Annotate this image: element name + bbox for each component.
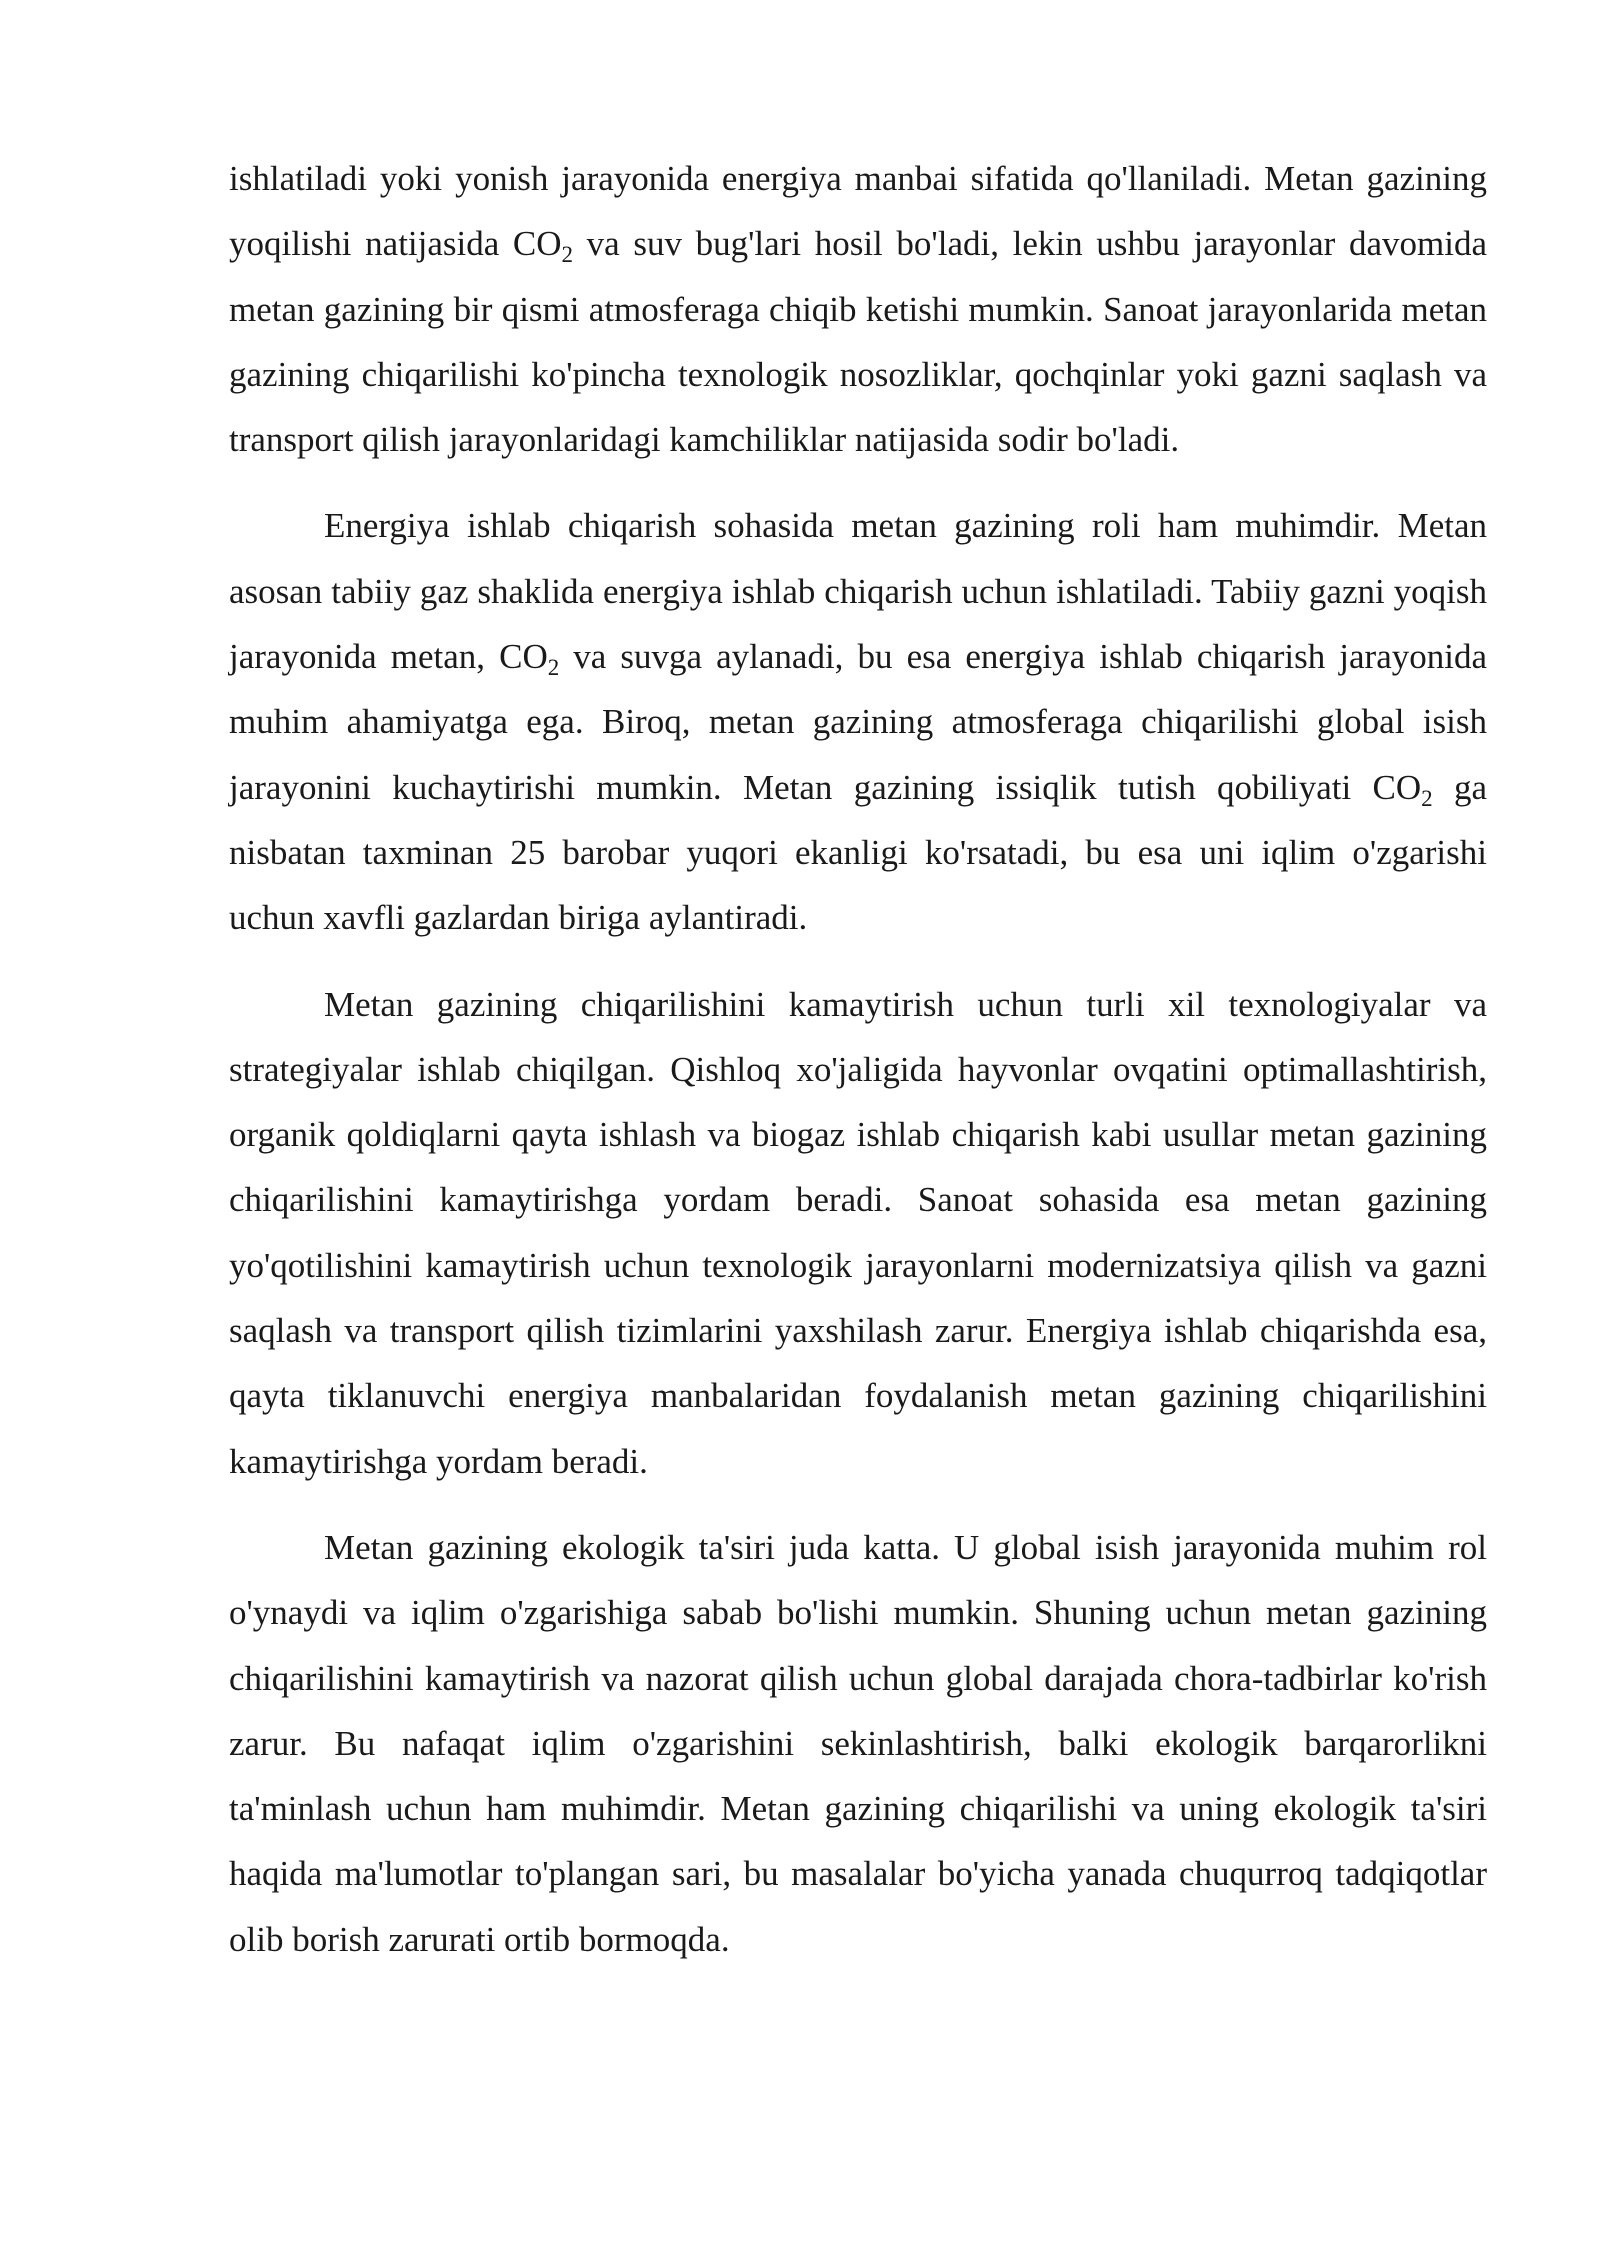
paragraph-1 (229, 146, 1487, 472)
paragraph-text: ga nisbatan taxminan 25 barobar yuqori ekanligi ko'rsatadi, bu esa uni iqlim o'zgarishi uchun xavfli gazlardan biriga aylantiradi. (229, 767, 1487, 938)
paragraph-text: Energiya ishlab chiqarish sohasida metan gazining roli ham muhimdir. Metan asosan tabiiy gaz shaklida energiya ishlab chiqarish uchun ishlatiladi. Tabiiy gazni yoqish jarayonida metan, CO (229, 506, 1487, 677)
paragraph-text: ishlatiladi yoki yonish jarayonida energiya manbai sifatida qo'llaniladi. Metan gazining yoqilishi natijasida CO (229, 159, 1487, 264)
paragraph-2 (229, 493, 1487, 950)
subscript-2: 2 (547, 655, 560, 681)
paragraph-text: Metan gazining chiqarilishini kamaytirish uchun turli xil texnologiyalar va strategiyalar ishlab chiqilgan. Qishloq xo'jaligida hayvonlar ovqatini optimallashtirish, organik qoldiqlarni qayta ishlash va biogaz ishlab chiqarish kabi usullar metan gazining chiqarilishini kamaytirishga yordam beradi. Sanoat sohasida esa metan gazining yo'qotilishini kamaytirish uchun texnologik jarayonlarni modernizatsiya qilish va gazni saqlash va transport qilish tizimlarini yaxshilash zarur. Energiya ishlab chiqarishda esa, qayta tiklanuvchi energiya manbalaridan foydalanish metan gazining chiqarilishini kamaytirishga yordam beradi. (229, 984, 1487, 1481)
paragraph-text: Metan gazining ekologik ta'siri juda katta. U global isish jarayonida muhim rol o'ynaydi va iqlim o'zgarishiga sabab bo'lishi mumkin. Shuning uchun metan gazining chiqarilishini kamaytirish va nazorat qilish uchun global darajada chora-tadbirlar ko'rish zarur. Bu nafaqat iqlim o'zgarishini sekinlashtirish, balki ekologik barqarorlikni ta'minlash uchun ham muhimdir. Metan gazining chiqarilishi va uning ekologik ta'siri haqida ma'lumotlar to'plangan sari, bu masalalar bo'yicha yanada chuqurroq tadqiqotlar olib borish zarurati ortib bormoqda. (229, 1527, 1487, 1959)
paragraph-text: va suv bug'lari hosil bo'ladi, lekin ushbu jarayonlar davomida metan gazining bir qismi atmosferaga chiqib ketishi mumkin. Sanoat jarayonlarida metan gazining chiqarilishi ko'pincha texnologik nosozliklar, qochqinlar yoki gazni saqlash va transport qilish jarayonlaridagi kamchiliklar natijasida sodir bo'ladi. (229, 224, 1487, 460)
paragraph-text: va suvga aylanadi, bu esa energiya ishlab chiqarish jarayonida muhim ahamiyatga ega. Biroq, metan gazining atmosferaga chiqarilishi global isish jarayonini kuchaytirishi mumkin. Metan gazining issiqlik tutish qobiliyati CO (229, 637, 1487, 807)
paragraph-4 (229, 1515, 1487, 1972)
paragraph-3 (229, 972, 1487, 1494)
subscript-2: 2 (561, 242, 574, 268)
document-body (229, 146, 1487, 1993)
subscript-2: 2 (1421, 785, 1433, 811)
